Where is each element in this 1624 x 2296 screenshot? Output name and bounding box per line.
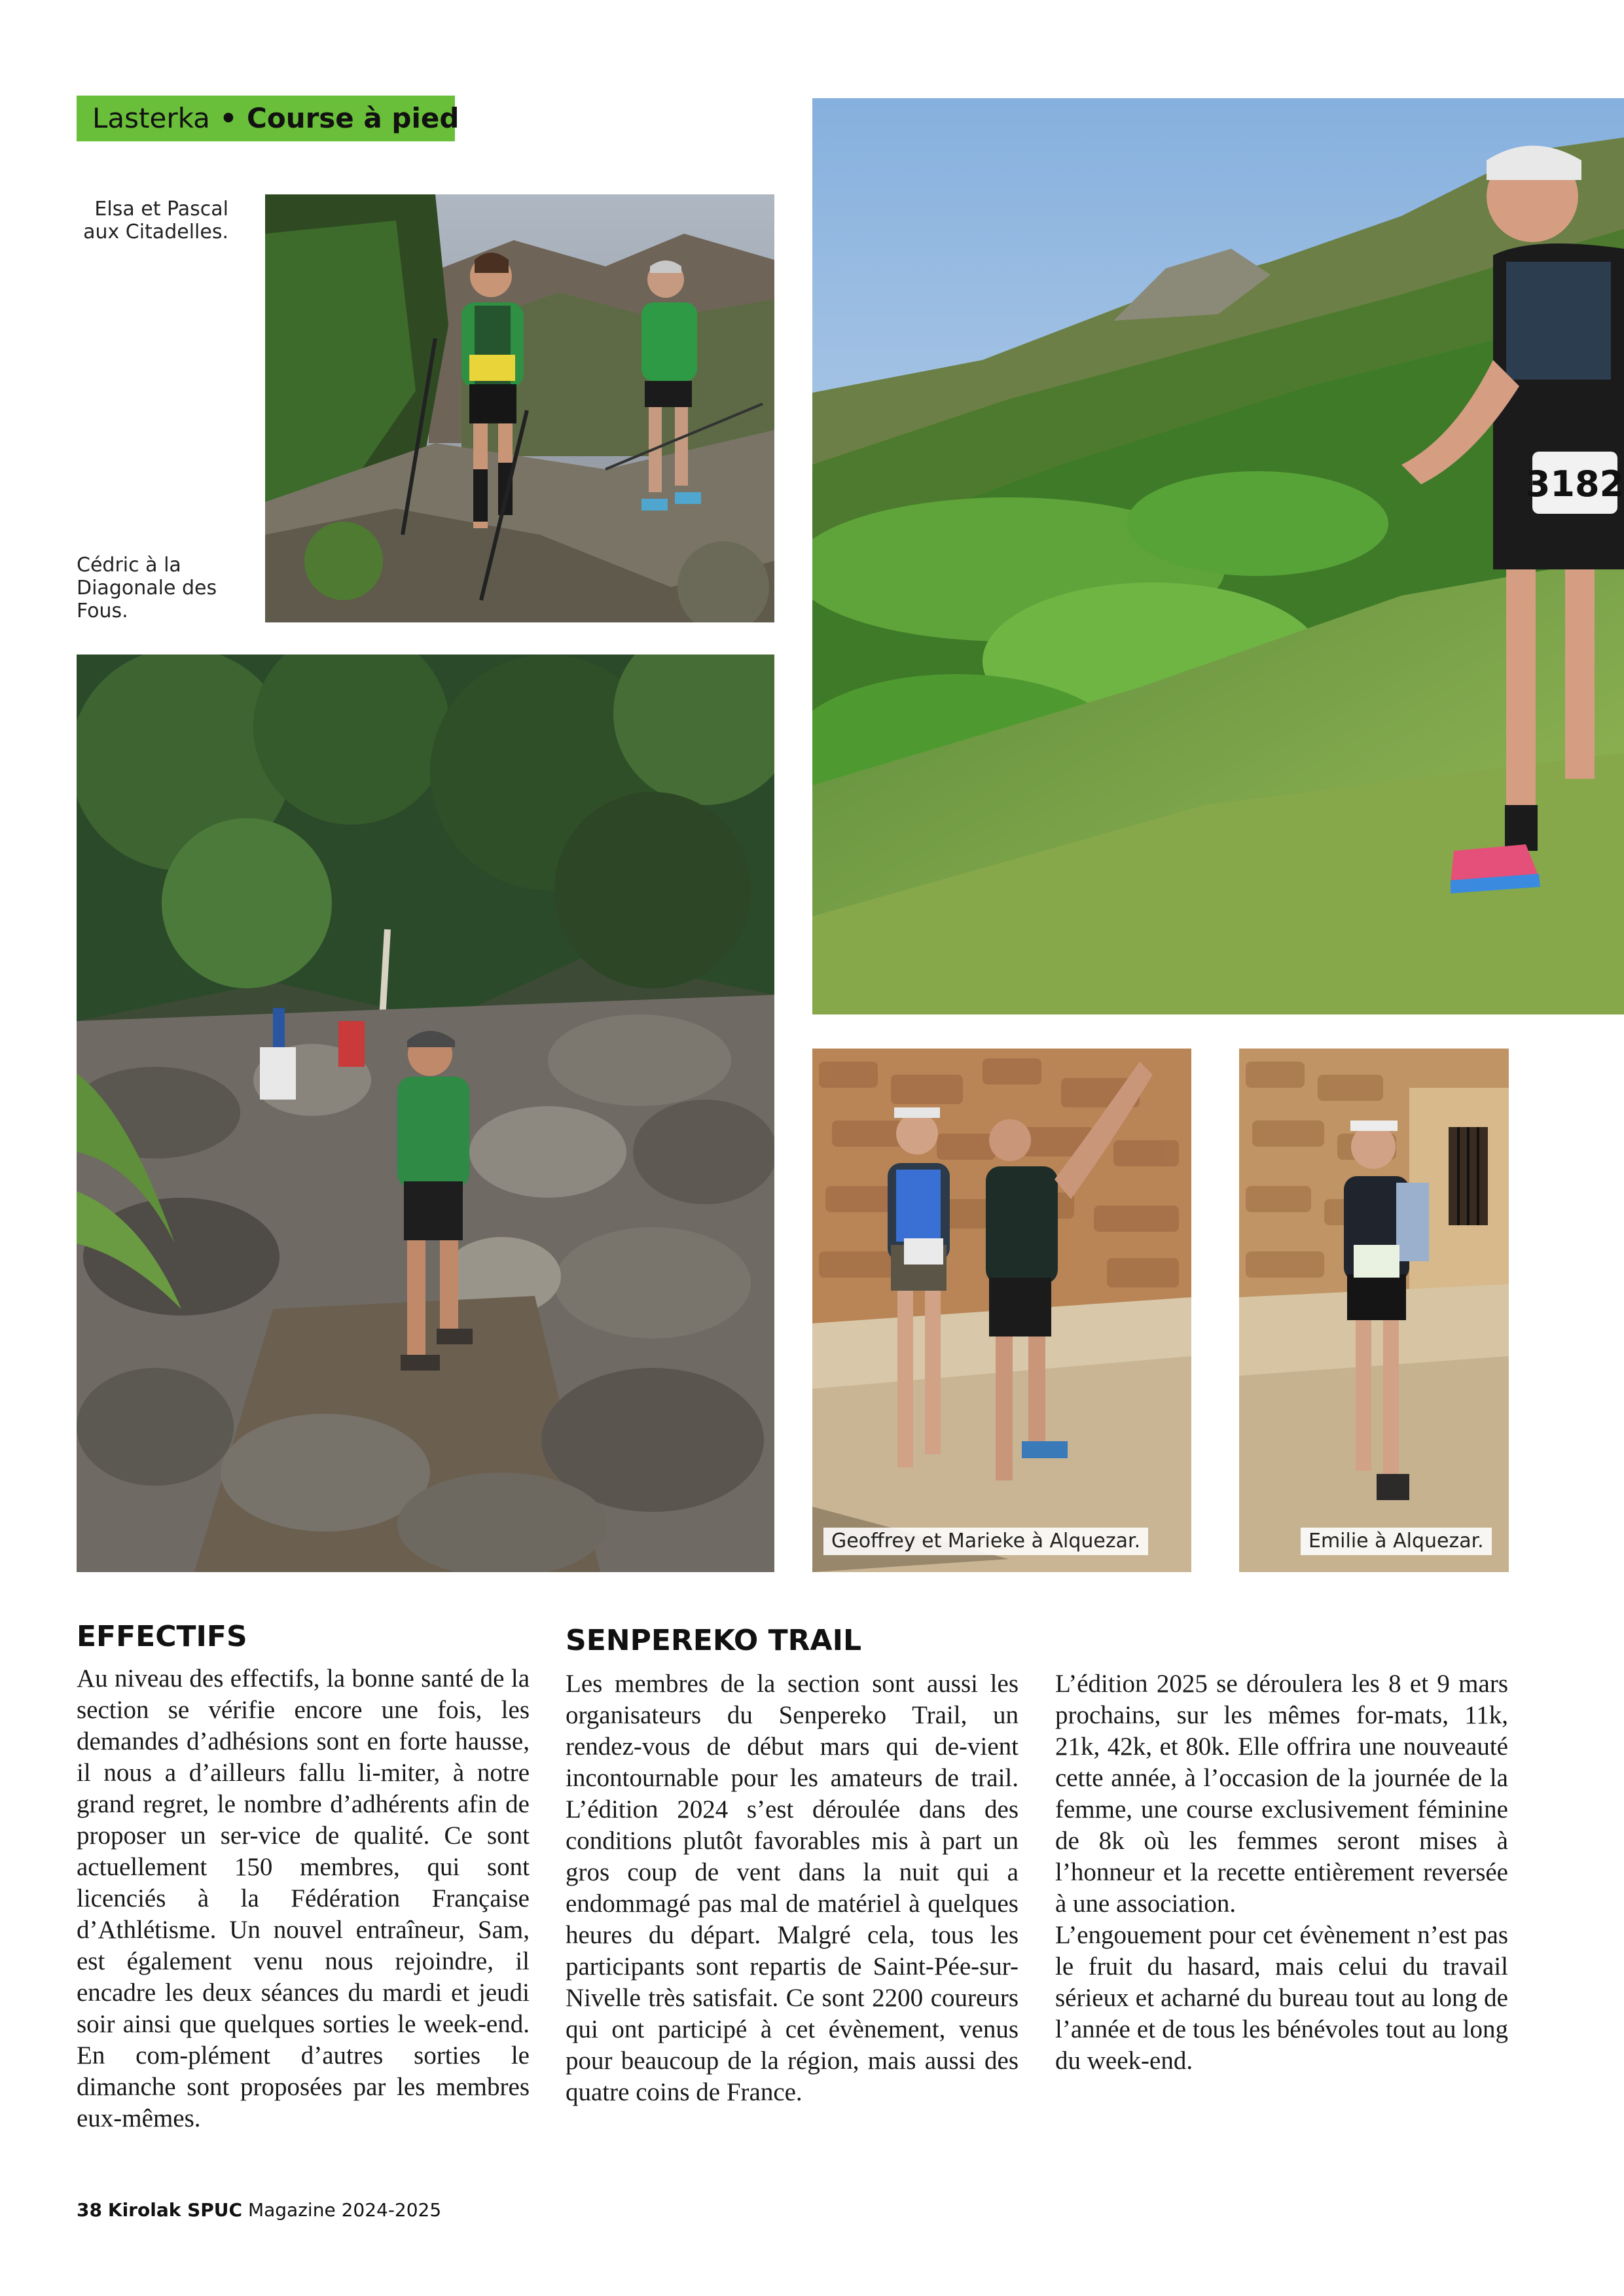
photo-cedric (77, 655, 774, 1572)
photo-emilie (1239, 1049, 1509, 1572)
paragraph-senpereko-1: Les membres de la section sont aussi les organisateurs du Senpereko Trail, un rendez-vous de début mars qui de-vient incontournable pour les amateurs de trail. L’édition 2024 s’est déroulée dans des conditions plutôt favorables mis à part un gros coup de vent dans la nuit qui a endommagé pas mal de matériel à quelques heures du départ. Malgré cela, tous les participants sont repartis de Saint-Pée-sur-Nivelle très satisfait. Ce sont 2200 coureurs qui ont participé à cet évènement, venus pour beaucoup de la région, mais aussi des quatre coins de France. (566, 1670, 1019, 2106)
page-number: 38 (77, 2199, 102, 2221)
footer-brand: Kirolak SPUC (107, 2199, 243, 2221)
photo-geoffrey-marieke (812, 1049, 1191, 1572)
heading-effectifs: EFFECTIFS (77, 1620, 247, 1653)
paragraph-senpereko-2b: L’engouement pour cet évènement n’est pas le fruit du hasard, mais celui du travail sérieux et acharné du bureau tout au long de l’année et de tous les bénévoles tout au long du week-end. (1055, 1921, 1508, 2075)
paragraph-senpereko-2a: L’édition 2025 se déroulera les 8 et 9 mars prochains, sur les mêmes for-mats, 11k, 21k, 42k, et 80k. Elle offrira une nouveauté cette année, à l’occasion de la journée de la femme, une course exclusivement féminine de 8k où les femmes seront mises à l’honneur et la recette entièrement reversée à une association. (1055, 1670, 1508, 1918)
sport-name: Course à pied (247, 102, 460, 134)
photo-elsa-pascal (265, 194, 774, 622)
section-name: Lasterka (92, 102, 210, 134)
caption-emilie: Emilie à Alquezar. (1301, 1528, 1492, 1555)
page-footer (77, 2199, 441, 2221)
caption-geoffrey-marieke: Geoffrey et Marieke à Alquezar. (823, 1528, 1148, 1555)
section-tag (77, 96, 460, 141)
footer-magazine: Magazine 2024-2025 (247, 2199, 442, 2221)
column-senpereko-2 (1055, 1668, 1508, 2077)
column-effectifs (77, 1663, 530, 2134)
caption-cedric: Cédric à la Diagonale des Fous. (77, 554, 217, 622)
photo-trail-runner-slope (812, 98, 1624, 1014)
paragraph-effectifs: Au niveau des effectifs, la bonne santé de la section se vérifie encore une fois, les demandes d’adhésions sont en forte hausse, il nous a d’ailleurs fallu li-miter, à notre grand regret, le nombre d’adhérents afin de proposer un ser-vice de qualité. Ce sont actuellement 150 membres, qui sont licenciés à la Fédération Française d’Athlétisme. Un nouvel entraîneur, Sam, est également venu nous rejoindre, il encadre les deux séances du mardi et jeudi soir ainsi que quelques sorties le week-end. En com-plément d’autres sorties le dimanche sont proposées par les membres eux-mêmes. (77, 1664, 530, 2132)
column-senpereko-1 (566, 1668, 1019, 2108)
bib-number: 3182 (1525, 463, 1624, 505)
heading-senpereko-trail: SENPEREKO TRAIL (566, 1624, 862, 1657)
caption-elsa-pascal: Elsa et Pascal aux Citadelles. (83, 198, 228, 243)
tag-separator: • (209, 102, 247, 134)
